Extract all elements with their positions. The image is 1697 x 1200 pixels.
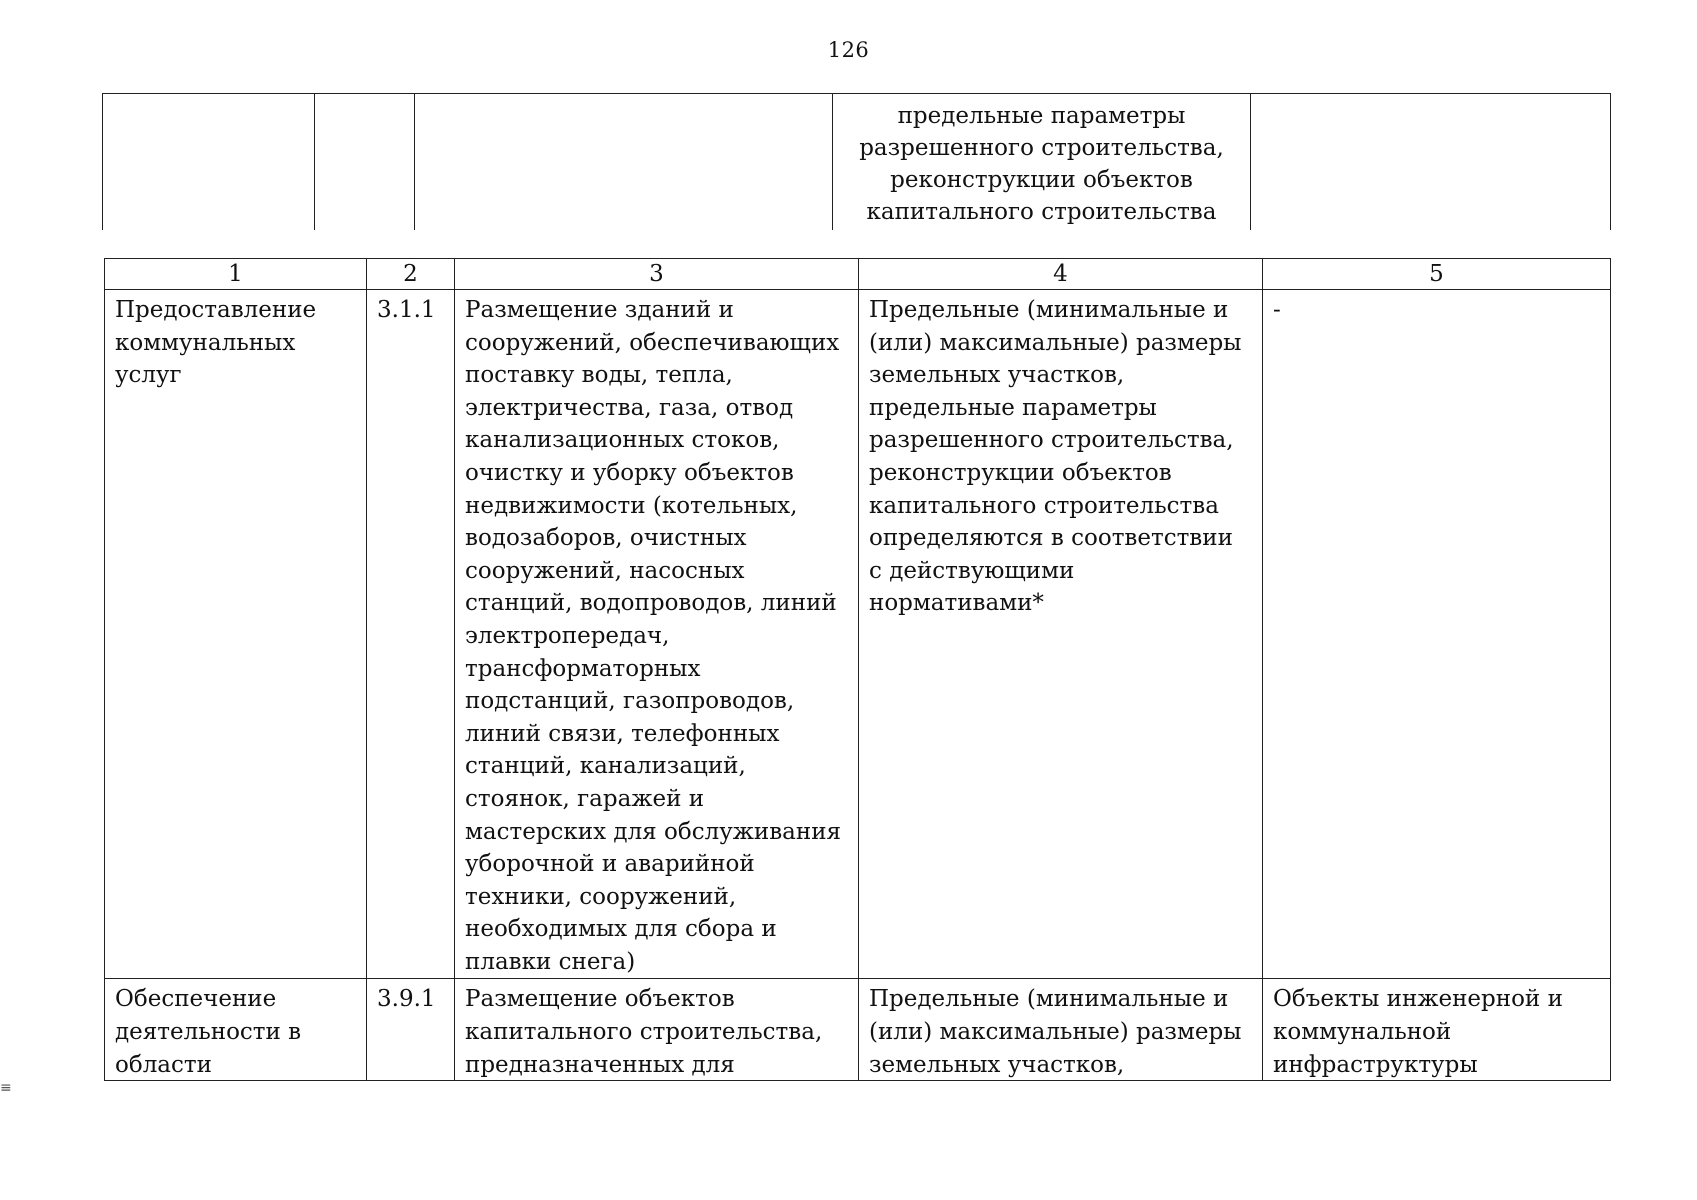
cont-cell-1 <box>103 94 315 231</box>
scan-margin-mark: ≡ <box>0 1080 12 1096</box>
header-cell: 3 <box>455 259 859 290</box>
note-cell: - <box>1263 290 1611 979</box>
note-cell: Объекты инженерной и коммунальной инфраструктуры <box>1263 979 1611 1081</box>
header-cell: 5 <box>1263 259 1611 290</box>
cont-cell-4: предельные параметры разрешенного строительства, реконструкции объектов капитального строительства <box>833 94 1251 231</box>
parameters-cell: Предельные (минимальные и (или) максимальные) размеры земельных участков, предельные параметры разрешенного строительства, реконструкции объектов капитального строительства определяются в соответствии с действующими нормативами* <box>859 290 1263 979</box>
description-cell: Размещение объектов капитального строительства, предназначенных для <box>455 979 859 1081</box>
cont-cell-2 <box>315 94 415 231</box>
cont-cell-3 <box>415 94 833 231</box>
header-cell: 2 <box>367 259 455 290</box>
header-cell: 4 <box>859 259 1263 290</box>
use-name-cell: Обеспечение деятельности в области <box>105 979 367 1081</box>
use-code-cell: 3.9.1 <box>367 979 455 1081</box>
header-cell: 1 <box>105 259 367 290</box>
parameters-cell: Предельные (минимальные и (или) максимальные) размеры земельных участков, <box>859 979 1263 1081</box>
table-row <box>105 979 1611 1081</box>
header-row <box>105 259 1611 290</box>
continuation-row <box>103 94 1611 231</box>
page-number: 126 <box>827 38 870 62</box>
use-name-cell: Предоставление коммунальных услуг <box>105 290 367 979</box>
land-use-table <box>104 258 1611 1081</box>
continuation-table <box>102 93 1611 230</box>
use-code-cell: 3.1.1 <box>367 290 455 979</box>
cont-cell-5 <box>1251 94 1611 231</box>
table-row <box>105 290 1611 979</box>
description-cell: Размещение зданий и сооружений, обеспечивающих поставку воды, тепла, электричества, газа, отвод канализационных стоков, очистку и уборку объектов недвижимости (котельных, водозаборов, очистных сооружений, насосных станций, водопроводов, линий электропередач, трансформаторных подстанций, газопроводов, линий связи, телефонных станций, канализаций, стоянок, гаражей и мастерских для обслуживания уборочной и аварийной техники, сооружений, необходимых для сбора и плавки снега) <box>455 290 859 979</box>
